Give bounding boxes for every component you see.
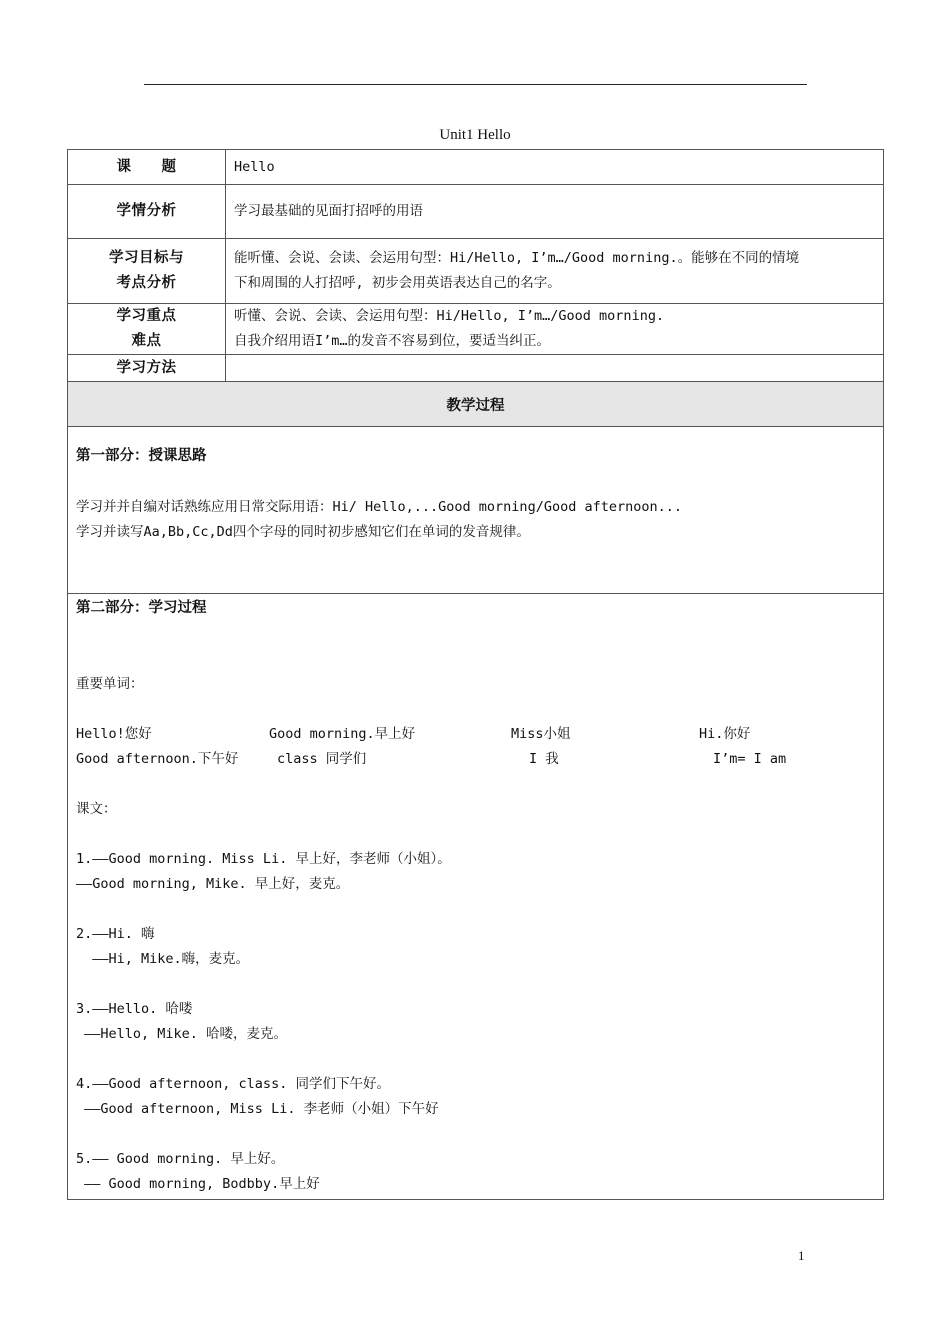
vocab-item: I 我 xyxy=(529,751,559,767)
method-row xyxy=(68,355,884,382)
dialogue-line: ——Good morning, Mike. 早上好，麦克。 xyxy=(76,876,350,892)
analysis-row xyxy=(68,185,884,239)
part1-section xyxy=(68,427,884,594)
vocab-heading: 重要单词： xyxy=(76,676,144,692)
keypoints-value-line1: 听懂、会说、会读、会运用句型：Hi/Hello, I’m…/Good morning. xyxy=(234,308,665,324)
goals-label xyxy=(68,239,226,304)
vocab-item: Hello!您好 xyxy=(76,726,152,742)
keypoints-value-line2: 自我介绍用语I’m…的发音不容易到位，要适当纠正。 xyxy=(234,333,551,349)
goals-value xyxy=(226,239,884,304)
process-heading: 教学过程 xyxy=(68,382,884,427)
header-rule xyxy=(144,84,807,85)
dialogue-line: ——Hello, Mike. 哈喽，麦克。 xyxy=(76,1026,288,1042)
analysis-value: 学习最基础的见面打招呼的用语 xyxy=(226,185,884,239)
dialogue-5 xyxy=(76,1147,875,1197)
keypoints-value xyxy=(226,304,884,355)
topic-row xyxy=(68,150,884,185)
lesson-plan-table xyxy=(67,149,884,1200)
process-heading-row xyxy=(68,382,884,427)
vocab-item: Hi.你好 xyxy=(699,726,751,742)
keypoints-label-line2: 难点 xyxy=(131,333,162,349)
keypoints-row xyxy=(68,304,884,355)
part2-row xyxy=(68,594,884,1200)
part2-title: 第二部分：学习过程 xyxy=(76,600,207,616)
text-heading: 课文： xyxy=(76,801,117,817)
goals-value-line2: 下和周围的人打招呼, 初步会用英语表达自己的名字。 xyxy=(234,275,561,291)
dialogue-line: ——Hi, Mike.嗨，麦克。 xyxy=(76,951,250,967)
dialogue-line: —— Good morning, Bodbby.早上好 xyxy=(76,1176,320,1192)
page-number: 1 xyxy=(798,1248,805,1263)
topic-label: 课 题 xyxy=(68,150,226,185)
vocab-item: Good afternoon.下午好 xyxy=(76,751,239,767)
keypoints-label xyxy=(68,304,226,355)
vocab-row-1 xyxy=(76,722,875,747)
dialogue-line: 2.——Hi. 嗨 xyxy=(76,926,155,942)
dialogue-line: 4.——Good afternoon, class. 同学们下午好。 xyxy=(76,1076,390,1092)
dialogue-3 xyxy=(76,997,875,1047)
dialogue-2 xyxy=(76,922,875,972)
dialogue-line: 1.——Good morning. Miss Li. 早上好，李老师（小姐）。 xyxy=(76,851,451,867)
dialogue-line: ——Good afternoon, Miss Li. 李老师（小姐）下午好 xyxy=(76,1101,439,1117)
method-label: 学习方法 xyxy=(68,355,226,382)
dialogue-1 xyxy=(76,847,875,897)
vocab-item: Good morning.早上好 xyxy=(269,726,416,742)
part1-row xyxy=(68,427,884,594)
analysis-label: 学情分析 xyxy=(68,185,226,239)
vocab-item: Miss小姐 xyxy=(511,726,571,742)
part1-line-1: 学习并并自编对话熟练应用日常交际用语：Hi/ Hello,...Good morning/Good afternoon... xyxy=(76,499,682,515)
vocab-item: class 同学们 xyxy=(277,751,367,767)
part1-title: 第一部分：授课思路 xyxy=(76,448,207,464)
goals-value-line1: 能听懂、会说、会读、会运用句型：Hi/Hello, I’m…/Good morning.。能够在不同的情境 xyxy=(234,250,800,266)
dialogue-line: 3.——Hello. 哈喽 xyxy=(76,1001,193,1017)
part1-line-2: 学习并读写Aa,Bb,Cc,Dd四个字母的同时初步感知它们在单词的发音规律。 xyxy=(76,524,530,540)
topic-value: Hello xyxy=(226,150,884,185)
dialogue-4 xyxy=(76,1072,875,1122)
dialogue-line: 5.—— Good morning. 早上好。 xyxy=(76,1151,285,1167)
vocab-item: I’m= I am xyxy=(713,751,787,767)
method-value xyxy=(226,355,884,382)
goals-row xyxy=(68,239,884,304)
document-title: Unit1 Hello xyxy=(439,127,511,143)
goals-label-line2: 考点分析 xyxy=(116,275,177,291)
goals-label-line1: 学习目标与 xyxy=(109,250,184,266)
vocab-row-2 xyxy=(76,747,875,772)
keypoints-label-line1: 学习重点 xyxy=(116,308,177,324)
part2-section xyxy=(68,594,884,1200)
